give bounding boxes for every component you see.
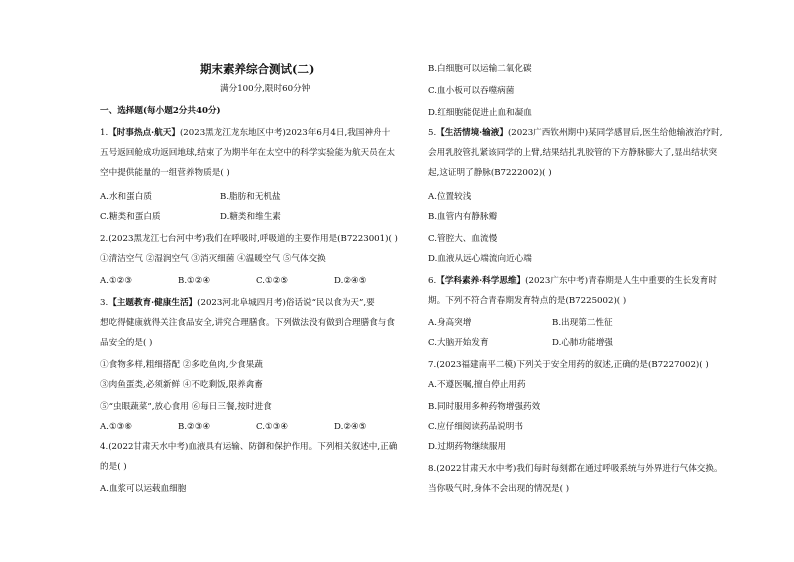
question-7-option-c: C.应仔细阅读药品说明书 <box>428 422 523 432</box>
question-3-option-d: D.②④⑤ <box>334 422 367 432</box>
question-5-line-1: 5.【生活情境·输液】(2023广西钦州期中)某同学感冒后,医生给他输液治疗时, <box>428 128 723 138</box>
question-4-line-2: 的是( ) <box>100 462 127 472</box>
question-1-option-a: A.水和蛋白质 <box>100 192 152 202</box>
question-1-option-d: D.糖类和维生素 <box>220 212 281 222</box>
question-3-tag: 【主题教育·健康生活】 <box>108 298 198 308</box>
question-3-option-c: C.①③④ <box>256 422 289 432</box>
question-7-option-b: B.同时服用多种药物增强药效 <box>428 402 541 412</box>
question-3-line-1: 3.【主题教育·健康生活】(2023河北阜城四月考)俗话说“民以食为天”,要 <box>100 298 375 308</box>
question-3-line-3: 品安全的是( ) <box>100 338 153 348</box>
question-1-line-3: 空中提供能量的一组营养物质是( ) <box>100 168 230 178</box>
question-4-option-c: C.血小板可以吞噬病菌 <box>428 86 515 96</box>
question-1-option-c: C.糖类和蛋白质 <box>100 212 161 222</box>
page-title: 期末素养综合测试(二) <box>200 62 315 76</box>
question-4-option-b: B.白细胞可以运输二氧化碳 <box>428 64 532 74</box>
question-4-line-1: 4.(2022甘肃天水中考)血液具有运输、防御和保护作用。下列相关叙述中,正确 <box>100 442 398 452</box>
question-3-option-a: A.①③⑥ <box>100 422 133 432</box>
question-6-option-b: B.出现第二性征 <box>552 318 613 328</box>
question-2-option-a: A.①②③ <box>100 276 133 286</box>
question-3-items-2: ③肉鱼蛋类,必须新鲜 ④不吃剩饭,限养禽畜 <box>100 380 263 390</box>
question-3-line-2: 想吃得健康就得关注食品安全,讲究合理膳食。下列做法没有做到合理膳食与食 <box>100 318 395 328</box>
section-heading: 一、选择题(每小题2分共40分) <box>100 106 221 116</box>
question-6-option-a: A.身高突增 <box>428 318 472 328</box>
page-subtitle: 满分100分,限时60分钟 <box>220 84 311 94</box>
question-6-line-2: 期。下列不符合青春期发育特点的是(B7225002)( ) <box>428 296 627 306</box>
question-2-option-c: C.①②⑤ <box>256 276 289 286</box>
question-1-line-1: 1.【时事热点·航天】(2023黑龙江龙东地区中考)2023年6月4日,我国神舟十 <box>100 128 391 138</box>
question-1-tag: 【时事热点·航天】 <box>108 128 180 138</box>
question-8-line-1: 8.(2022甘肃天水中考)我们每时每刻都在通过呼吸系统与外界进行气体交换。 <box>428 464 723 474</box>
question-5-option-a: A.位置较浅 <box>428 192 472 202</box>
question-5-option-c: C.管腔大、血流慢 <box>428 234 498 244</box>
question-2-stem: 2.(2023黑龙江七台河中考)我们在呼吸时,呼吸道的主要作用是(B7223001)( ) <box>100 234 398 244</box>
question-2-option-b: B.①②④ <box>178 276 211 286</box>
question-3-items-3: ⑤“虫眼蔬菜”,放心食用 ⑥每日三餐,按时进食 <box>100 402 272 412</box>
question-4-option-d: D.红细胞能促进止血和凝血 <box>428 108 532 118</box>
question-6-line-1: 6.【学科素养·科学思维】(2023广东中考)青春期是人生中重要的生长发育时 <box>428 276 717 286</box>
question-1-line-2: 五号返回舱成功返回地球,结束了为期半年在太空中的科学实验能为航天员在太 <box>100 148 395 158</box>
question-3-option-b: B.②③④ <box>178 422 211 432</box>
question-3-items-1: ①食物多样,粗细搭配 ②多吃鱼肉,少食果蔬 <box>100 360 263 370</box>
question-8-line-2: 当你吸气时,身体不会出现的情况是( ) <box>428 484 570 494</box>
question-5-option-b: B.血管内有静脉瓣 <box>428 212 498 222</box>
question-5-tag: 【生活情境·输液】 <box>436 128 508 138</box>
question-2-items: ①清洁空气 ②湿润空气 ③消灭细菌 ④温暖空气 ⑤气体交换 <box>100 254 326 264</box>
question-1-option-b: B.脂肪和无机盐 <box>220 192 281 202</box>
question-5-line-3: 起,这证明了静脉(B7222002)( ) <box>428 168 552 178</box>
question-2-option-d: D.②④⑤ <box>334 276 367 286</box>
question-5-line-2: 会用乳胶管扎紧该同学的上臂,结果结扎乳胶管的下方静脉膨大了,显出结状突 <box>428 148 718 158</box>
question-4-option-a: A.血浆可以运载血细胞 <box>100 484 187 494</box>
question-5-option-d: D.血液从远心端流向近心端 <box>428 254 532 264</box>
question-6-option-d: D.心肺功能增强 <box>552 338 613 348</box>
question-7-stem: 7.(2023福建南平二模)下列关于安全用药的叙述,正确的是(B7227002)( ) <box>428 360 709 370</box>
question-6-tag: 【学科素养·科学思维】 <box>436 276 526 286</box>
question-6-option-c: C.大脑开始发育 <box>428 338 489 348</box>
question-7-option-d: D.过期药物继续服用 <box>428 442 507 452</box>
question-7-option-a: A.不遵医嘱,擅自停止用药 <box>428 380 526 390</box>
